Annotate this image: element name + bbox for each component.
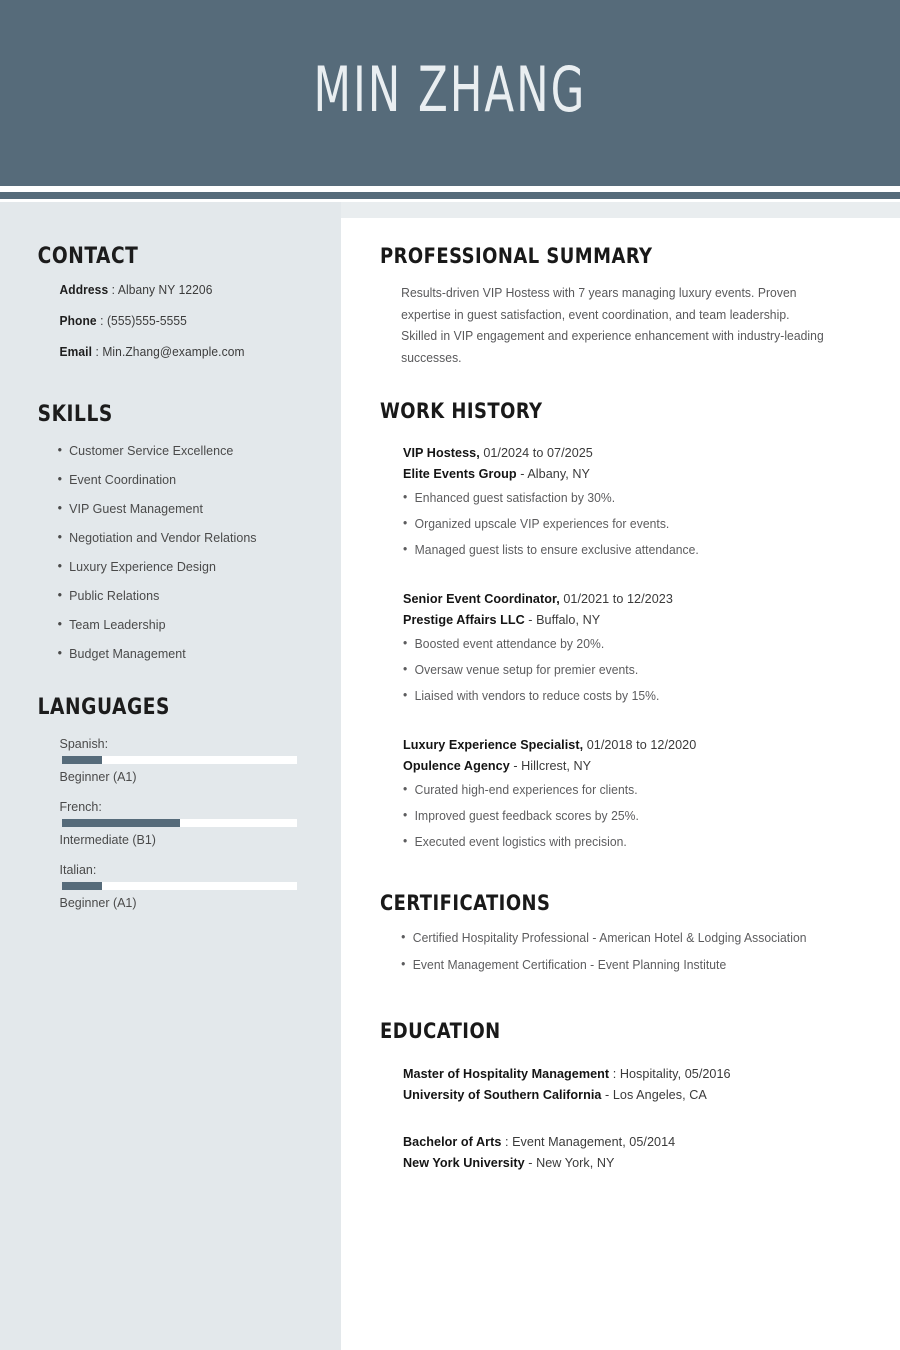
education-field: : Hospitality, 05/2016 [612, 1066, 731, 1082]
main-heading-education: EDUCATION [379, 1019, 501, 1044]
skill-item: • Negotiation and Vendor Relations [0, 530, 327, 545]
job-company-line [403, 756, 856, 777]
job-bullet: • Boosted event attendance by 20%. [403, 637, 856, 651]
job-title: Luxury Experience Specialist, [403, 737, 584, 753]
education-degree-line [403, 1063, 885, 1084]
skill-item: • Event Coordination [0, 472, 327, 487]
job-bullet: • Organized upscale VIP experiences for events. [403, 517, 856, 531]
job-bullet: • Enhanced guest satisfaction by 30%. [403, 491, 856, 505]
education-field: : Event Management, 05/2014 [504, 1134, 676, 1150]
education-entry [341, 1063, 900, 1105]
contact-item-email [0, 345, 327, 359]
education-school: University of Southern California [403, 1087, 602, 1103]
skills-list [0, 427, 341, 661]
sidebar [0, 202, 341, 1350]
main-heading-certifications: CERTIFICATIONS [379, 891, 551, 916]
skill-item: • VIP Guest Management [0, 501, 327, 516]
language-proficiency-bar [62, 882, 297, 890]
contact-item-phone [0, 314, 327, 328]
contact-separator-phone: : [96, 314, 107, 328]
contact-value-email: Min.Zhang@example.com [102, 345, 245, 359]
languages-list [0, 720, 341, 910]
contact-value-phone: (555)555-5555 [106, 314, 187, 328]
education-degree: Master of Hospitality Management [403, 1066, 610, 1082]
education-degree-line [403, 1131, 885, 1152]
contact-separator-email: : [92, 345, 103, 359]
contact-list [0, 269, 341, 359]
education-school-line [403, 1152, 885, 1173]
language-name: Spanish: [59, 736, 109, 751]
language-item-italian [0, 862, 341, 910]
contact-separator-address: : [108, 283, 118, 297]
skill-item: • Luxury Experience Design [0, 559, 327, 574]
job-title: VIP Hostess, [403, 445, 480, 460]
language-item-french [0, 799, 341, 847]
language-proficiency-bar [62, 756, 297, 764]
job-location: - Albany, NY [520, 465, 590, 481]
job-bullet: • Improved guest feedback scores by 25%. [403, 809, 856, 823]
language-proficiency-bar [62, 819, 297, 827]
skill-item: • Public Relations [0, 588, 327, 603]
job-location: - Buffalo, NY [528, 611, 601, 627]
language-name: French: [59, 799, 102, 814]
skill-item: • Team Leadership [0, 617, 327, 632]
contact-label-email: Email [59, 345, 93, 359]
job-bullet-list [403, 491, 870, 557]
resume-header [0, 0, 900, 186]
sidebar-heading-languages: LANGUAGES [37, 695, 171, 720]
job-company: Prestige Affairs LLC [403, 611, 525, 627]
sidebar-heading-skills: SKILLS [37, 402, 113, 427]
professional-summary-text: Results-driven VIP Hostess with 7 years managing luxury events. Proven expertise in guest satisfaction, event coordination, and team leadership. Skilled in VIP engagement and experience enhancement with industry-leading successes. [401, 286, 824, 365]
job-title-line [403, 589, 856, 610]
education-school: New York University [403, 1155, 525, 1171]
main-column [341, 218, 900, 1350]
work-history-entry [341, 589, 900, 703]
job-bullet: • Managed guest lists to ensure exclusive attendance. [403, 543, 856, 557]
job-title: Senior Event Coordinator, [403, 591, 560, 607]
language-level: Beginner (A1) [59, 769, 137, 784]
education-entry [341, 1131, 900, 1173]
skill-item: • Budget Management [0, 646, 327, 661]
work-history-entry [341, 735, 900, 849]
job-bullet-list [403, 783, 870, 849]
job-location: - Hillcrest, NY [513, 757, 592, 773]
job-company-line [403, 464, 856, 485]
job-title-line [403, 735, 856, 756]
language-level: Intermediate (B1) [59, 832, 156, 847]
language-name: Italian: [59, 862, 97, 877]
work-history-entry [341, 443, 900, 557]
job-company: Elite Events Group [403, 465, 517, 481]
language-proficiency-fill [62, 819, 180, 827]
sidebar-heading-contact: CONTACT [37, 244, 139, 269]
job-title-line [403, 443, 856, 464]
contact-value-address: Albany NY 12206 [117, 283, 213, 297]
education-location: - New York, NY [528, 1155, 615, 1171]
education-location: - Los Angeles, CA [605, 1087, 707, 1103]
job-bullet: • Oversaw venue setup for premier events. [403, 663, 856, 677]
certification-item: • Event Management Certification - Event Planning Institute [341, 958, 883, 972]
job-bullet: • Curated high-end experiences for clients. [403, 783, 856, 797]
skill-item: • Customer Service Excellence [0, 443, 327, 458]
job-company-line [403, 610, 856, 631]
language-proficiency-fill [62, 756, 102, 764]
header-accent-rule [0, 192, 900, 199]
job-dates: 01/2018 to 12/2020 [586, 737, 697, 753]
main-heading-work-history: WORK HISTORY [379, 399, 543, 423]
language-proficiency-fill [62, 882, 102, 890]
job-bullet: • Liaised with vendors to reduce costs by 15%. [403, 689, 856, 703]
language-item-spanish [0, 736, 341, 784]
main-heading-summary: PROFESSIONAL SUMMARY [379, 244, 653, 268]
main-top-strip [341, 202, 900, 218]
certifications-list [341, 915, 900, 972]
job-company: Opulence Agency [403, 757, 510, 773]
contact-label-address: Address [59, 283, 109, 297]
job-bullet-list [403, 637, 870, 703]
candidate-name: MIN ZHANG [313, 53, 587, 126]
language-level: Beginner (A1) [59, 895, 137, 910]
job-bullet: • Executed event logistics with precision. [403, 835, 856, 849]
job-dates: 01/2021 to 12/2023 [563, 591, 673, 607]
job-dates: 01/2024 to 07/2025 [483, 445, 593, 460]
contact-item-address [0, 283, 327, 297]
education-degree: Bachelor of Arts [403, 1134, 502, 1150]
certification-item: • Certified Hospitality Professional - American Hotel & Lodging Association [341, 931, 883, 945]
contact-label-phone: Phone [59, 314, 97, 328]
education-school-line [403, 1084, 885, 1105]
